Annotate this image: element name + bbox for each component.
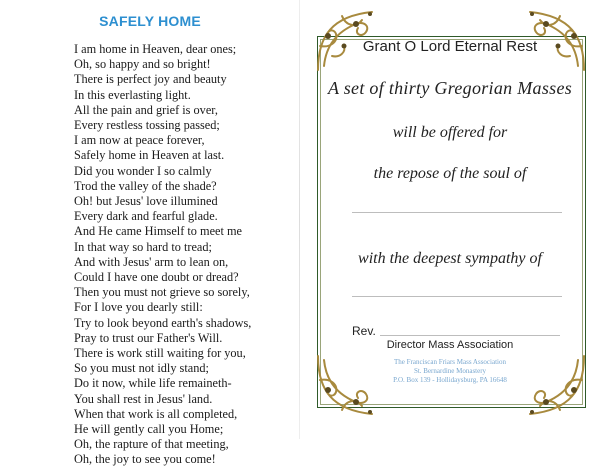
poem-line: All the pain and grief is over, <box>74 102 218 117</box>
poem-line: I am home in Heaven, dear ones; <box>74 42 237 56</box>
repose-line: the repose of the soul of <box>373 165 527 182</box>
poem-line: Could I have one doubt or dread? <box>74 270 239 285</box>
poem-line: Oh! but Jesus' love illumined <box>74 194 218 209</box>
poem-line: Do it now, while life remaineth- <box>74 376 232 391</box>
poem-line: Oh, so happy and so bright! <box>74 57 211 72</box>
rev-label: Rev. <box>352 324 376 338</box>
poem-title: SAFELY HOME <box>99 13 201 29</box>
deceased-name-line[interactable] <box>352 212 562 213</box>
poem-line: You shall rest in Jesus' land. <box>74 391 213 406</box>
poem-line: There is perfect joy and beauty <box>74 72 227 87</box>
poem-line: So you must not idly stand; <box>74 361 209 376</box>
poem-line: Did you wonder I so calmly <box>74 163 212 178</box>
poem-line: I am now at peace forever, <box>74 133 205 148</box>
director-label: Director Mass Association <box>386 339 514 351</box>
poem-line: He will gently call you Home; <box>74 422 224 437</box>
address-line: St. Bernardine Monastery <box>413 367 487 375</box>
poem-line: Oh, the rapture of that meeting, <box>74 437 229 452</box>
address-line: The Franciscan Friars Mass Association <box>394 358 506 366</box>
poem-line: Oh, the joy to see you come! <box>74 452 216 467</box>
poem-line: Safely home in Heaven at last. <box>74 148 225 163</box>
address-line: P.O. Box 139 - Hollidaysburg, PA 16648 <box>393 376 507 384</box>
poem-line: In this everlasting light. <box>74 87 191 102</box>
association-address <box>300 358 600 385</box>
card-heading: Grant O Lord Eternal Rest <box>362 38 538 55</box>
sympathy-line: with the deepest sympathy of <box>358 250 542 267</box>
poem-line: Pray to trust our Father's Will. <box>74 330 223 345</box>
poem-line: And with Jesus' arm to lean on, <box>74 254 229 269</box>
masses-line: A set of thirty Gregorian Masses <box>327 78 573 98</box>
rev-signature-line[interactable] <box>380 335 560 336</box>
poem-line: In that way so hard to tread; <box>74 239 212 254</box>
poem-line: For I love you dearly still: <box>74 300 203 315</box>
poem-line: Every dark and fearful glade. <box>74 209 218 224</box>
poem-line: When that work is all completed, <box>74 406 238 421</box>
poem-line: Every restless tossing passed; <box>74 118 220 133</box>
offered-line: will be offered for <box>392 124 508 141</box>
poem-line: And He came Himself to meet me <box>74 224 243 239</box>
sender-name-line[interactable] <box>352 296 562 297</box>
poem-line: Trod the valley of the shade? <box>74 178 217 193</box>
poem-line: Try to look beyond earth's shadows, <box>74 315 252 330</box>
poem-line: Then you must not grieve so sorely, <box>74 285 250 300</box>
poem-lines <box>74 42 251 468</box>
poem-page <box>0 0 300 467</box>
poem-line: There is work still waiting for you, <box>74 346 246 361</box>
